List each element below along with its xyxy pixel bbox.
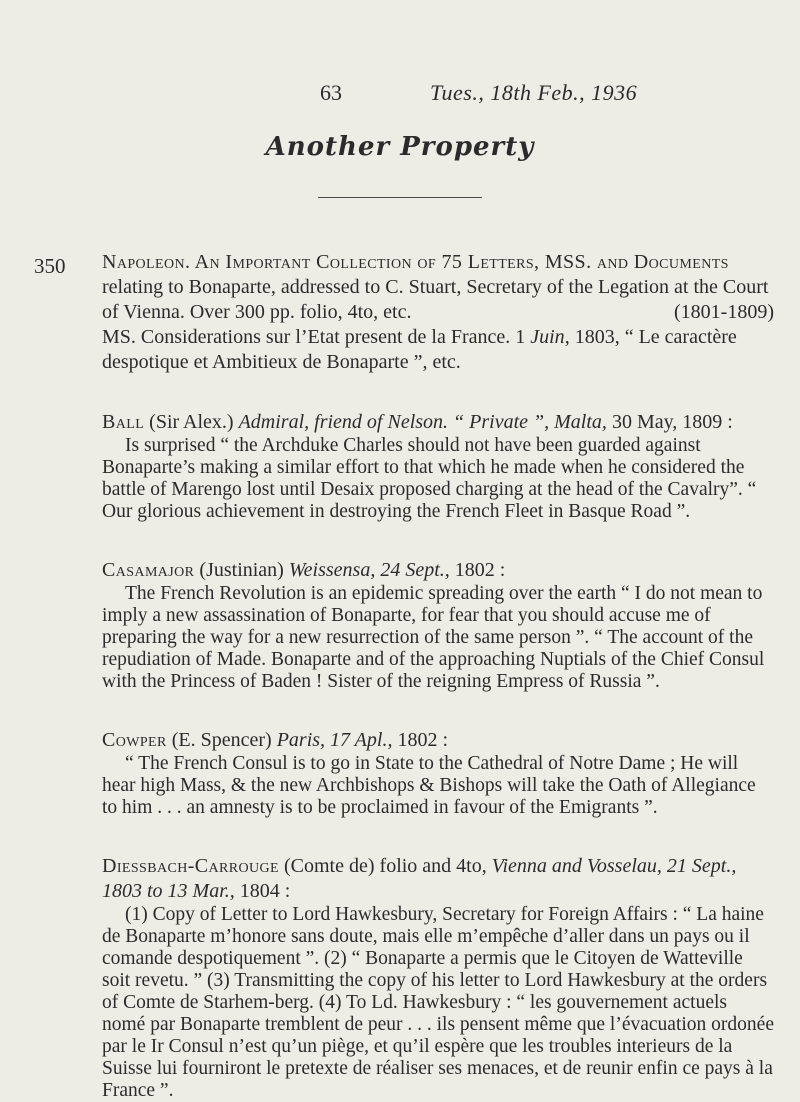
entry-casamajor xyxy=(102,558,774,693)
letter-summary: The French Revolution is an epidemic spreading over the earth “ I do not mean to imply a new assassination of Bonaparte, for fear that you should accuse me of preparing the way for a new resurrection of the same person ”. “ The account of the repudiation of Made. Bonaparte and of the approaching Nuptials of the Chief Consul with the Princess of Baden ! Sister of the reigning Empress of Russia ”. xyxy=(102,583,765,692)
ms-note-month: Juin xyxy=(530,326,565,348)
letter-place: Vienna and Vosselau, 21 Sept., 1803 to 13 Mar., xyxy=(102,855,737,902)
entry-ball xyxy=(102,410,774,523)
entry-heading xyxy=(102,558,774,583)
letter-date: 30 May, 1809 : xyxy=(606,411,733,433)
lot-date-range: (1801-1809) xyxy=(674,301,774,323)
title-divider xyxy=(318,197,482,198)
letter-place: Admiral, friend of Nelson. “ Private ”, Malta, xyxy=(238,411,607,433)
letter-date: 1802 : xyxy=(392,729,449,751)
page-header xyxy=(0,80,800,110)
page-number: 63 xyxy=(320,80,342,105)
entry-heading xyxy=(102,728,774,753)
entry-heading xyxy=(102,410,774,435)
section-title: Another Property xyxy=(265,132,535,162)
lot-title-heading: Napoleon. An Important Collection of 75 Letters, MSS. and Documents xyxy=(102,251,729,273)
lot-number: 350 xyxy=(34,254,66,278)
entry-heading xyxy=(102,854,774,904)
letter-date: 1802 : xyxy=(449,559,506,581)
entry-cowper xyxy=(102,728,774,819)
correspondent-detail: (Justinian) xyxy=(194,559,289,581)
correspondent-name: Diessbach-Carrouge xyxy=(102,855,279,877)
letter-date: 1804 : xyxy=(234,880,291,902)
correspondent-detail: (E. Spencer) xyxy=(166,729,277,751)
lot-description xyxy=(102,250,774,1102)
lot-title-detail: relating to Bonaparte, addressed to C. Stuart, Secretary of the Legation at the Court of Vienna. Over 300 pp. folio, 4to, etc. xyxy=(102,276,769,323)
correspondent-detail: (Sir Alex.) xyxy=(144,411,239,433)
correspondent-name: Ball xyxy=(102,411,145,433)
ms-note xyxy=(102,325,774,375)
ms-note-text-b: , 1803, “ Le caractère despotique et Ambitieux de Bonaparte ”, etc. xyxy=(102,326,737,373)
letter-summary: “ The French Consul is to go in State to the Cathedral of Notre Dame ; He will hear high Mass, & the new Archbishops & Bishops will take the Oath of Allegiance to him . . . an amnesty is to be proclaimed in favour of the Emigrants ”. xyxy=(102,753,756,818)
letter-place: Weissensa, 24 Sept., xyxy=(288,559,450,581)
sale-date: Tues., 18th Feb., 1936 xyxy=(430,80,638,105)
correspondent-detail: (Comte de) folio and 4to, xyxy=(279,855,492,877)
correspondent-name: Casamajor xyxy=(102,559,195,581)
letter-place: Paris, 17 Apl., xyxy=(276,729,393,751)
letter-summary: (1) Copy of Letter to Lord Hawkesbury, Secretary for Foreign Affairs : “ La haine de Bonaparte m’honore sans doute, mais elle m’empêche d’aller dans un pays ou il comande despotiquement ”. (2) “ Bonaparte a permis que le Citoyen de Watteville soit revetu. ” (3) Transmitting the copy of his letter to Lord Hawkesbury at the orders of Comte de Starhem-berg. (4) To Ld. Hawkesbury : “ les gouvernement actuels nomé par Bonaparte tremblent de peur . . . ils pensent même que l’évacuation ordonée par le Ir Consul n’est qu’un piège, et qu’il espère que les troubles interieurs de la Suisse lui fourniront le pretexte de réaliser ses menaces, et de reunir enfin ce pays à la France ”. xyxy=(102,904,774,1101)
lot-title xyxy=(102,250,774,325)
correspondent-name: Cowper xyxy=(102,729,167,751)
ms-note-text-a: MS. Considerations sur l’Etat present de la France. 1 xyxy=(102,326,531,348)
letter-summary: Is surprised “ the Archduke Charles should not have been guarded against Bonaparte’s making a similar effort to that which he made when he considered the battle of Marengo lost until Desaix proposed charging at the head of the Cavalry”. “ Our glorious achievement in destroying the French Fleet in Basque Road ”. xyxy=(102,435,757,522)
